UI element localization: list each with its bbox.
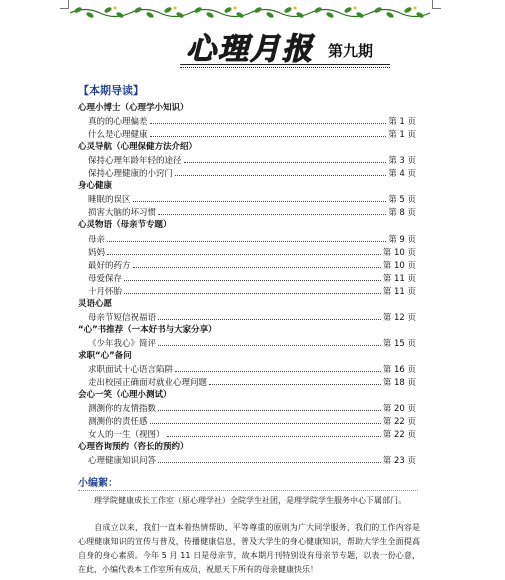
toc-page-number: 第 1 页	[388, 117, 416, 128]
toc-dot-leader	[150, 415, 381, 424]
toc-entry-title: 测测你的责任感	[88, 417, 148, 428]
toc-section-heading	[78, 102, 416, 115]
toc-entry-title: 心灵物语（母亲节专题）	[78, 220, 172, 231]
masthead-rule-dotted	[180, 67, 390, 68]
toc-entry-title: 最好的药方	[88, 260, 131, 271]
toc-entry-title: 损害大脑的坏习惯	[88, 208, 157, 219]
toc-dot-leader	[209, 376, 381, 385]
toc-dot-leader	[158, 337, 381, 346]
toc-entry	[78, 206, 416, 219]
toc-entry	[78, 428, 416, 441]
toc-page-number: 第 11 页	[382, 286, 416, 297]
toc-page-number: 第 8 页	[388, 208, 416, 219]
toc-entry-title: 灵语心愿	[78, 298, 113, 309]
toc-entry-title: 心理咨询预约（咨长的预约）	[78, 442, 189, 453]
editor-note-paragraph: 自成立以来，我们一直本着热情帮助、平等尊重的原则为广大同学服务，我们的工作内容是心理健康知识的宣传与普及，传播健康信息，普及大学生的身心健康知识，帮助大学生全面提高自身的身心素质。今年 5 月 11 日是母亲节，故本期月刊特别设有母亲节专题，以表一份心意，在此，小编代表本工作室所有成员，祝愿天下所有的母亲健康快乐！	[78, 523, 420, 574]
toc-entry-title: 真的的心理偏差	[88, 117, 148, 128]
toc-page-number: 第 23 页	[382, 456, 416, 467]
toc-entry-title: 保持心理年龄年轻的途径	[88, 156, 182, 167]
toc-entry-title: 十月怀胎	[88, 286, 123, 297]
toc-dot-leader	[107, 246, 381, 255]
toc-dot-leader	[150, 128, 387, 137]
toc-entry	[78, 415, 416, 428]
guide-heading: 【本期导读】	[78, 84, 144, 97]
toc-entry	[78, 259, 416, 272]
toc-page-number: 第 18 页	[382, 378, 416, 389]
toc-entry-title: 妈妈	[88, 247, 106, 258]
toc-entry	[78, 154, 416, 167]
toc-entry-title: 心理小博士（心理学小知识）	[78, 103, 189, 113]
toc-entry-title: 走出校园正确面对就业心理问题	[88, 378, 208, 389]
page-corner-mark	[432, 0, 441, 9]
toc-entry-title: 《少年我心》简评	[88, 338, 157, 349]
editor-note-rule	[78, 490, 418, 491]
toc-entry-title: 母爱保存	[88, 273, 123, 284]
toc-page-number: 第 22 页	[382, 417, 416, 428]
toc-page-number: 第 15 页	[382, 338, 416, 349]
toc-page-number: 第 9 页	[388, 234, 416, 245]
toc-page-number: 第 3 页	[388, 156, 416, 167]
toc-entry	[78, 272, 416, 285]
toc-dot-leader	[150, 115, 387, 124]
toc-entry	[78, 376, 416, 389]
toc-section-heading	[78, 180, 416, 193]
toc-entry	[78, 193, 416, 206]
editor-note-heading: 小编絮：	[78, 478, 118, 489]
toc-entry-title: “心”书推荐（一本好书与大家分享）	[78, 324, 217, 335]
toc-entry	[78, 128, 416, 141]
toc-page-number: 第 16 页	[382, 365, 416, 375]
toc-entry-title: 求职“心”备问	[78, 350, 132, 361]
toc-entry-title: 求职面试十心语言陷阱	[88, 365, 174, 375]
toc-entry-title: 会心一笑（心理小测试）	[78, 390, 172, 401]
toc-entry-title: 测测你的友情指数	[88, 404, 157, 415]
toc-dot-leader	[184, 154, 387, 163]
toc-page-number: 第 4 页	[388, 169, 416, 180]
masthead	[180, 24, 390, 72]
toc-page-number: 第 12 页	[382, 312, 416, 323]
page-corner-mark	[60, 0, 69, 9]
toc-entry-title: 保持心理健康的小窍门	[88, 169, 174, 180]
toc-page-number: 第 5 页	[388, 195, 416, 206]
toc-entry	[78, 311, 416, 324]
toc-entry	[78, 246, 416, 259]
toc-entry-title: 心理健康知识问答	[88, 456, 157, 467]
toc-entry	[78, 115, 416, 128]
toc-entry	[78, 454, 416, 467]
toc-dot-leader	[124, 272, 381, 281]
toc-dot-leader	[158, 454, 381, 463]
toc-entry	[78, 233, 416, 246]
toc-entry	[78, 167, 416, 180]
editor-note-paragraph: 理学院健康成长工作室（原心理学社）全院学生社团，是理学院学生服务中心下属部门。	[78, 496, 406, 505]
toc-section-heading	[78, 441, 416, 454]
toc-section-heading	[78, 298, 416, 311]
toc-section-heading	[78, 324, 416, 337]
masthead-rule	[180, 64, 390, 65]
toc-page-number: 第 20 页	[382, 404, 416, 415]
toc-dot-leader	[158, 402, 381, 411]
toc-page-number: 第 1 页	[388, 130, 416, 141]
toc-dot-leader	[167, 428, 381, 437]
toc-page-number: 第 10 页	[382, 260, 416, 271]
toc-page-number: 第 11 页	[382, 273, 416, 284]
toc-entry-title: 心灵导航（心理保健方法介绍）	[78, 142, 198, 153]
toc-dot-leader	[158, 311, 381, 320]
toc-page-number: 第 22 页	[382, 430, 416, 441]
toc-entry-title: 睡眠的误区	[88, 195, 131, 206]
toc-entry	[78, 363, 416, 376]
toc-entry	[78, 285, 416, 298]
vine-border-decoration	[70, 4, 430, 20]
toc-entry-title: 身心健康	[78, 181, 113, 192]
toc-dot-leader	[175, 363, 381, 372]
toc-page-number: 第 10 页	[382, 247, 416, 258]
toc-dot-leader	[133, 259, 381, 268]
toc-section-heading	[78, 350, 416, 363]
toc-entry-title: 什么是心理健康	[88, 130, 148, 141]
toc-section-heading	[78, 141, 416, 154]
toc-dot-leader	[124, 285, 381, 294]
toc-dot-leader	[158, 206, 386, 215]
toc-dot-leader	[175, 167, 386, 176]
toc-entry-title: 女人的一生（视图）	[88, 430, 165, 441]
toc-section-heading	[78, 219, 416, 232]
toc-entry-title: 母亲节短信祝福语	[88, 312, 157, 323]
toc-dot-leader	[107, 233, 386, 242]
toc-dot-leader	[133, 193, 387, 202]
toc-entry	[78, 402, 416, 415]
toc-entry	[78, 337, 416, 350]
newsletter-title: 心理月报	[186, 32, 314, 67]
toc-entry-title: 母亲	[88, 234, 106, 245]
issue-number: 第九期	[328, 42, 374, 60]
toc-section-heading	[78, 389, 416, 402]
